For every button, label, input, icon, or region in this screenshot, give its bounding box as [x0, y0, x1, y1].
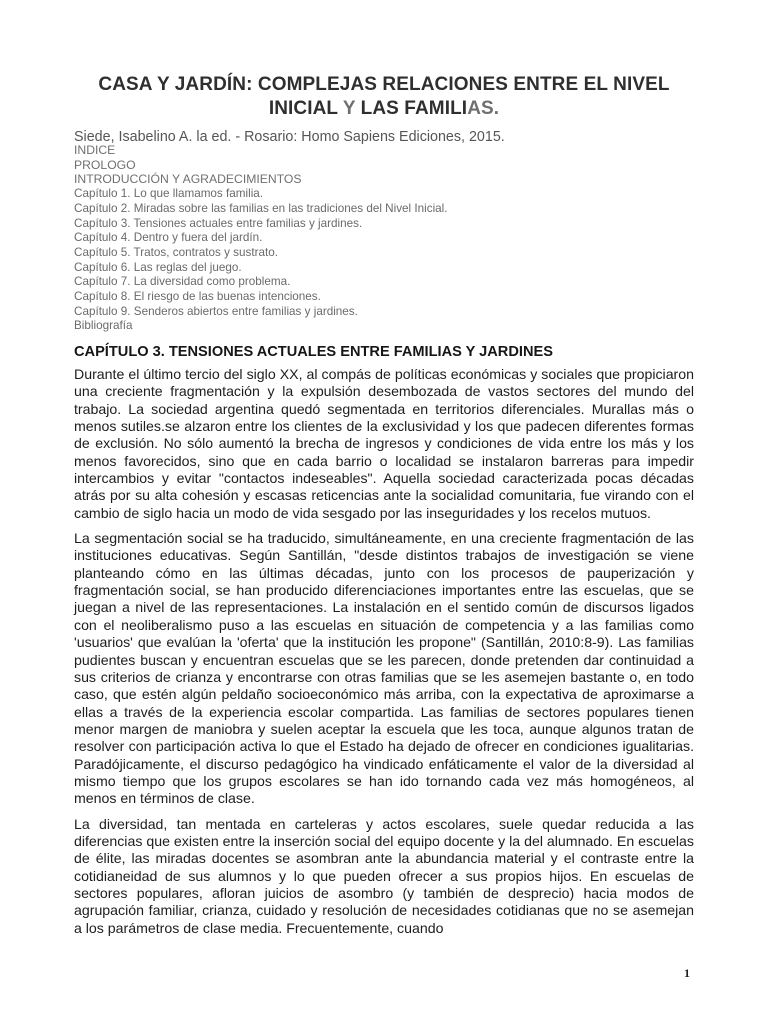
title-line-2d: AS.	[467, 98, 500, 119]
bibliographic-citation: Siede, Isabelino A. la ed. - Rosario: Homo Sapiens Ediciones, 2015.	[74, 129, 505, 145]
toc-item-capitulo-9: Capítulo 9. Senderos abiertos entre familias y jardines.	[74, 304, 358, 318]
toc-item-bibliografia: Bibliografía	[74, 319, 133, 333]
toc-item-capitulo-5: Capítulo 5. Tratos, contratos y sustrato.	[74, 245, 278, 259]
toc-item-prologo: PROLOGO	[74, 157, 136, 172]
toc-item-capitulo-1: Capítulo 1. Lo que llamamos familia.	[74, 187, 264, 201]
document-title	[60, 73, 708, 121]
title-line-2a: INICIAL	[268, 98, 343, 119]
table-of-contents	[74, 143, 448, 334]
chapter-body	[74, 366, 694, 937]
page-number: 1	[684, 966, 690, 980]
toc-item-capitulo-8: Capítulo 8. El riesgo de las buenas intenciones.	[74, 290, 321, 304]
toc-item-capitulo-7: Capítulo 7. La diversidad como problema.	[74, 275, 291, 289]
title-line-2c: LAS FAMILI	[355, 98, 468, 119]
title-line-2b: Y	[342, 98, 356, 119]
toc-item-capitulo-6: Capítulo 6. Las reglas del juego.	[74, 260, 242, 274]
chapter-heading: CAPÍTULO 3. TENSIONES ACTUALES ENTRE FAMILIAS Y JARDINES	[74, 344, 553, 360]
toc-item-introduccion: INTRODUCCIÓN Y AGRADECIMIENTOS	[74, 172, 302, 187]
toc-item-capitulo-2: Capítulo 2. Miradas sobre las familias en las tradiciones del Nivel Inicial.	[74, 201, 448, 215]
paragraph-2: La segmentación social se ha traducido, simultáneamente, en una creciente fragmentación de las instituciones educativas. Según Santillán, "desde distintos trabajos de investigación se viene planteando cómo en las últimas décadas, junto con los procesos de pauperización y fragmentación social, se han producido diferenciaciones importantes entre las escuelas, que se juegan a nivel de las representaciones. La instalación en el sentido común de discursos ligados con el neoliberalismo puso a las escuelas en situación de competencia y a las familias como 'usuarios' que evalúan la 'oferta' que la institución les propone" (Santillán, 2010:8-9). Las familias pudientes buscan y encuentran escuelas que se les parecen, donde pretenden dar continuidad a sus criterios de crianza y encontrarse con otras familias que se les asemejen bastante o, en todo caso, que estén algún peldaño socioeconómico más arriba, con la expectativa de aproximarse a ellas a través de la experiencia escolar compartida. Las familias de sectores populares tienen menor margen de maniobra y suelen aceptar la escuela que les toca, aunque algunos tratan de resolver con participación activa lo que el Estado ha dejado de ofrecer en condiciones igualitarias. Paradójicamente, el discurso pedagógico ha vindicado enfáticamente el valor de la diversidad al mismo tiempo que los grupos escolares se han ido tornando cada vez más homogéneos, al menos en términos de clase.	[74, 530, 694, 807]
title-line-1: CASA Y JARDÍN: COMPLEJAS RELACIONES ENTRE EL NIVEL	[98, 74, 670, 95]
toc-item-capitulo-3: Capítulo 3. Tensiones actuales entre familias y jardines.	[74, 216, 363, 230]
paragraph-3: La diversidad, tan mentada en carteleras y actos escolares, suele quedar reducida a las diferencias que existen entre la inserción social del equipo docente y la del alumnado. En escuelas de élite, las miradas docentes se asombran ante la abundancia material y el contraste entre la cotidianeidad de sus alumnos y lo que pueden ofrecer a sus propios hijos. En escuelas de sectores populares, afloran juicios de asombro (y también de desprecio) hacia modos de agrupación familiar, crianza, cuidado y resolución de necesidades cotidianas que no se asemejan a los parámetros de clase media. Frecuentemente, cuando	[74, 815, 694, 936]
toc-item-capitulo-4: Capítulo 4. Dentro y fuera del jardín.	[74, 231, 263, 245]
paragraph-1: Durante el último tercio del siglo XX, al compás de políticas económicas y sociales que propiciaron una creciente fragmentación y la expulsión desembozada de vastos sectores del mundo del trabajo. La sociedad argentina quedó segmentada en territorios diferenciales. Murallas más o menos sutiles.se alzaron entre los clientes de la exclusividad y los que padecen diferentes formas de exclusión. No sólo aumentó la brecha de ingresos y condiciones de vida entre los más y los menos favorecidos, sino que en cada barrio o localidad se instalaron barreras para impedir intercambios y evitar "contactos indeseables". Aquella sociedad caracterizada pocas décadas atrás por su alta cohesión y escasas reticencias ante la socialidad comunitaria, fue virando con el cambio de siglo hacia un modo de vida sesgado por las inseguridades y los recelos mutuos.	[74, 366, 694, 521]
toc-item-indice: INDICE	[74, 143, 116, 157]
